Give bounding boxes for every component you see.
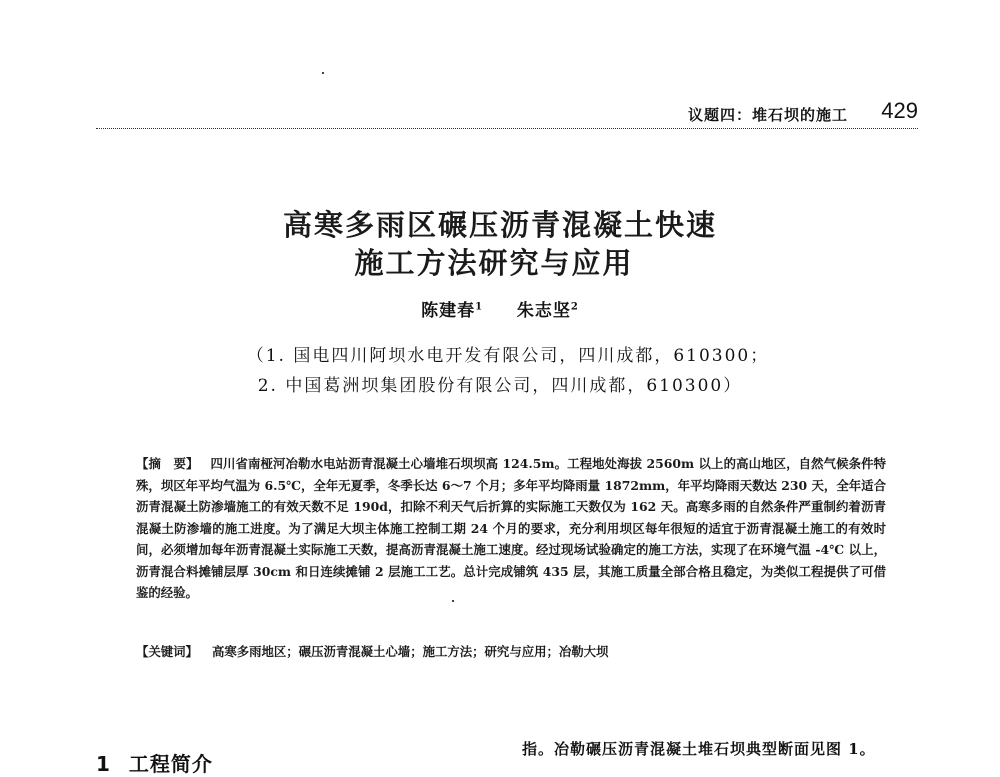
author-affil-mark: 2 [570,301,579,313]
section-title: 工程简介 [128,752,213,776]
abstract [136,453,886,604]
abstract-label: 【摘 要】 [136,456,199,471]
section-heading [96,748,213,777]
running-head [96,98,918,129]
abstract-text: 四川省南桠河冶勒水电站沥青混凝土心墙堆石坝坝高 124.5m。工程地处海拔 2560m 以上的高山地区，自然气候条件特殊，坝区年平均气温为 6.5℃，全年无夏季，冬季长达 6～7 个月；多年平均降雨量 1872mm，年平均降雨天数达 230 天，全年适合沥青混凝土防渗墙施工的有效天数不足 190d，扣除不利天气后折算的实际施工天数仅为 162 天。高寒多雨的自然条件严重制约着沥青混凝土防渗墙的施工进度。为了满足大坝主体施工控制工期 24 个月的要求，充分利用坝区每年很短的适宜于沥青混凝土施工的有效时间，必须增加每年沥青混凝土实际施工天数，提高沥青混凝土施工速度。经过现场试验确定的施工方法，实现了在环境气温 -4℃ 以上，沥青混合料摊铺层厚 30cm 和日连续摊铺 2 层施工工艺。总计完成铺筑 435 层，其施工质量全部合格且稳定，为类似工程提供了可借鉴的经验。 [136,456,887,600]
keywords-text: 高寒多雨地区；碾压沥青混凝土心墙；施工方法；研究与应用；冶勒大坝 [211,644,609,659]
section-number: 1 [96,752,111,776]
keywords-label: 【关键词】 [136,644,198,659]
running-head-section: 议题四：堆石坝的施工 [687,106,848,124]
affiliation-line-1: （1. 国电四川阿坝水电开发有限公司，四川成都，610300； [246,346,770,366]
author-name: 朱志坚 [516,301,571,321]
page-number: 429 [881,98,918,123]
scan-speck [322,72,324,74]
column-2-text: 指。冶勒碾压沥青混凝土堆石坝典型断面见图 1。 [522,740,876,758]
author-list [0,296,1000,321]
author-affil-mark: 1 [475,301,484,313]
author-name: 陈建春 [421,301,476,321]
paper-title-line-2: 施工方法研究与应用 [354,246,634,280]
keywords [136,642,886,660]
paper-title-line-1: 高寒多雨区碾压沥青混凝土快速 [282,208,717,242]
affiliation-line-2: 2. 中国葛洲坝集团股份有限公司，四川成都，610300） [257,376,743,396]
